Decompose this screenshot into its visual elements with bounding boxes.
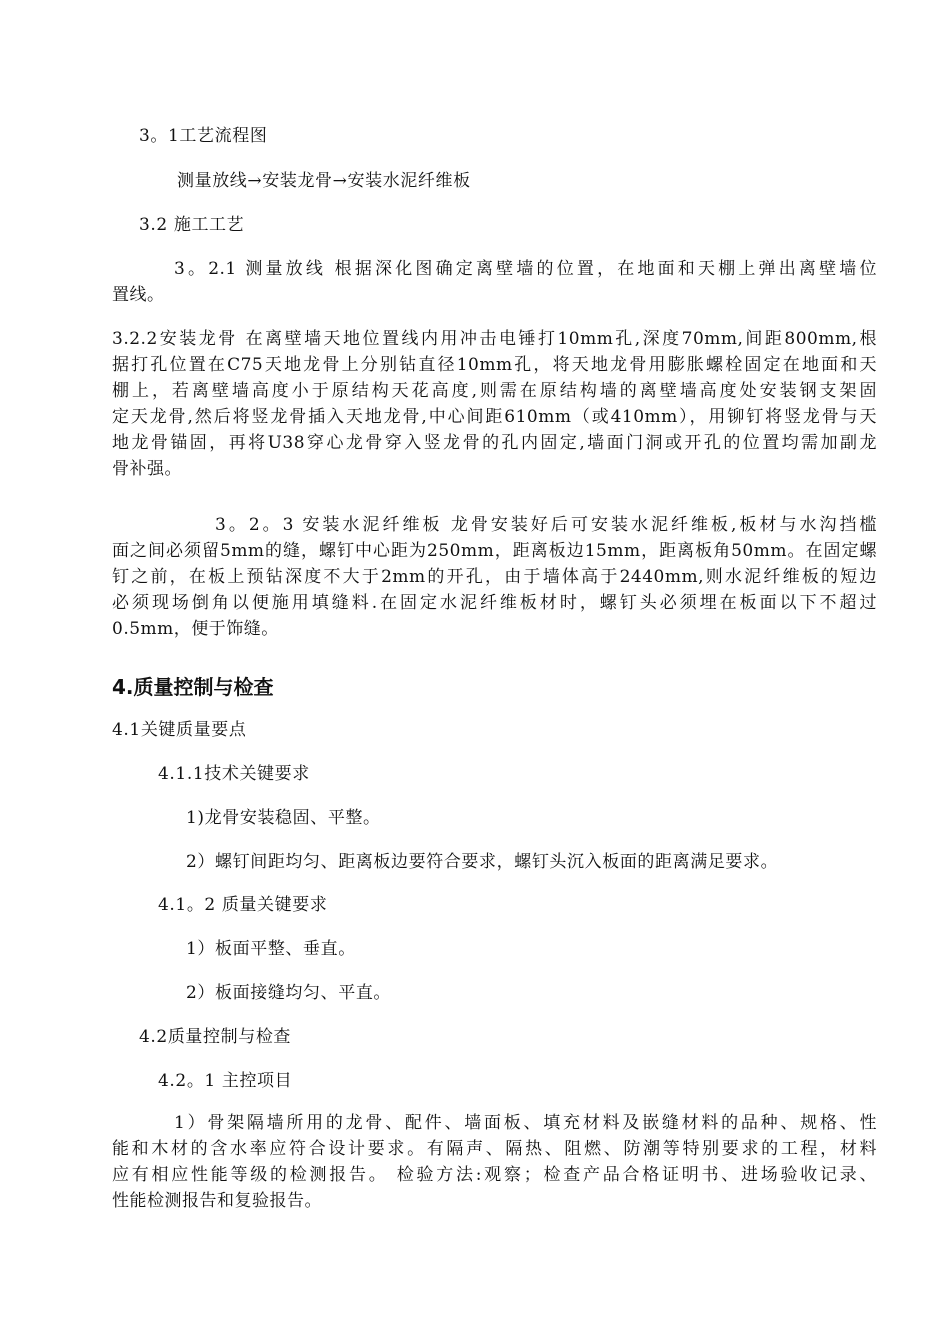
text-line: 能和木材的含水率应符合设计要求。有隔声、隔热、阻燃、防潮等特别要求的工程，材料 bbox=[112, 1139, 877, 1159]
text-line: 地龙骨锚固，再将U38穿心龙骨穿入竖龙骨的孔内固定,墙面门洞或开孔的位置均需加副龙 bbox=[112, 433, 877, 453]
section-4-2-title: 4.2质量控制与检查 bbox=[139, 1027, 292, 1047]
paragraph-3-2-1 bbox=[112, 256, 877, 308]
section-4-2-1-title: 4.2。1 主控项目 bbox=[158, 1071, 293, 1091]
section-4-1-title: 4.1关键质量要点 bbox=[112, 720, 247, 740]
section-3-2-title: 3.2 施工工艺 bbox=[139, 215, 245, 235]
list-item: 1)龙骨安装稳固、平整。 bbox=[186, 808, 381, 828]
paragraph-3-2-3 bbox=[112, 512, 877, 642]
section-4-1-2-title: 4.1。2 质量关键要求 bbox=[158, 895, 328, 915]
text-line: 置线。 bbox=[112, 285, 165, 305]
section-4-heading: 4.质量控制与检查 bbox=[112, 675, 274, 699]
text-line: 据打孔位置在C75天地龙骨上分别钻直径10mm孔，将天地龙骨用膨胀螺栓固定在地面和天 bbox=[112, 355, 877, 375]
list-item: 2）板面接缝均匀、平直。 bbox=[186, 983, 392, 1003]
text-line: 定天龙骨,然后将竖龙骨插入天地龙骨,中心间距610mm（或410mm），用铆钉将竖龙骨与天 bbox=[112, 407, 877, 427]
text-line: 钉之前，在板上预钻深度不大于2mm的开孔，由于墙体高于2440mm,则水泥纤维板的短边 bbox=[112, 567, 877, 587]
text-line: 性能检测报告和复验报告。 bbox=[112, 1191, 322, 1211]
text-line: 3。2。3 安装水泥纤维板 龙骨安装好后可安装水泥纤维板,板材与水沟挡槛 bbox=[215, 515, 877, 535]
text-line: 骨补强。 bbox=[112, 459, 182, 479]
text-line: 应有相应性能等级的检测报告。 检验方法:观察；检查产品合格证明书、进场验收记录、 bbox=[112, 1165, 877, 1185]
process-flow: 测量放线→安装龙骨→安装水泥纤维板 bbox=[177, 171, 471, 191]
text-line: 面之间必须留5mm的缝，螺钉中心距为250mm，距离板边15mm，距离板角50mm。在固定螺 bbox=[112, 541, 877, 561]
paragraph-4-2-1 bbox=[112, 1110, 877, 1214]
list-item: 2）螺钉间距均匀、距离板边要符合要求，螺钉头沉入板面的距离满足要求。 bbox=[186, 852, 779, 872]
text-line: 3.2.2安装龙骨 在离壁墙天地位置线内用冲击电锤打10mm孔,深度70mm,间距800mm,根 bbox=[112, 329, 877, 349]
list-item: 1）板面平整、垂直。 bbox=[186, 939, 356, 959]
section-3-1-title: 3。1工艺流程图 bbox=[139, 126, 268, 146]
paragraph-3-2-2 bbox=[112, 326, 877, 482]
text-line: 必须现场倒角以便施用填缝料.在固定水泥纤维板材时，螺钉头必须埋在板面以下不超过 bbox=[112, 593, 877, 613]
text-line: 0.5mm，便于饰缝。 bbox=[112, 619, 279, 639]
text-line: 3。2.1 测量放线 根据深化图确定离壁墙的位置，在地面和天棚上弹出离壁墙位 bbox=[174, 259, 877, 279]
section-4-1-1-title: 4.1.1技术关键要求 bbox=[158, 764, 310, 784]
text-line: 1）骨架隔墙所用的龙骨、配件、墙面板、填充材料及嵌缝材料的品种、规格、性 bbox=[174, 1113, 877, 1133]
text-line: 棚上，若离壁墙高度小于原结构天花高度,则需在原结构墙的离壁墙高度处安装钢支架固 bbox=[112, 381, 877, 401]
